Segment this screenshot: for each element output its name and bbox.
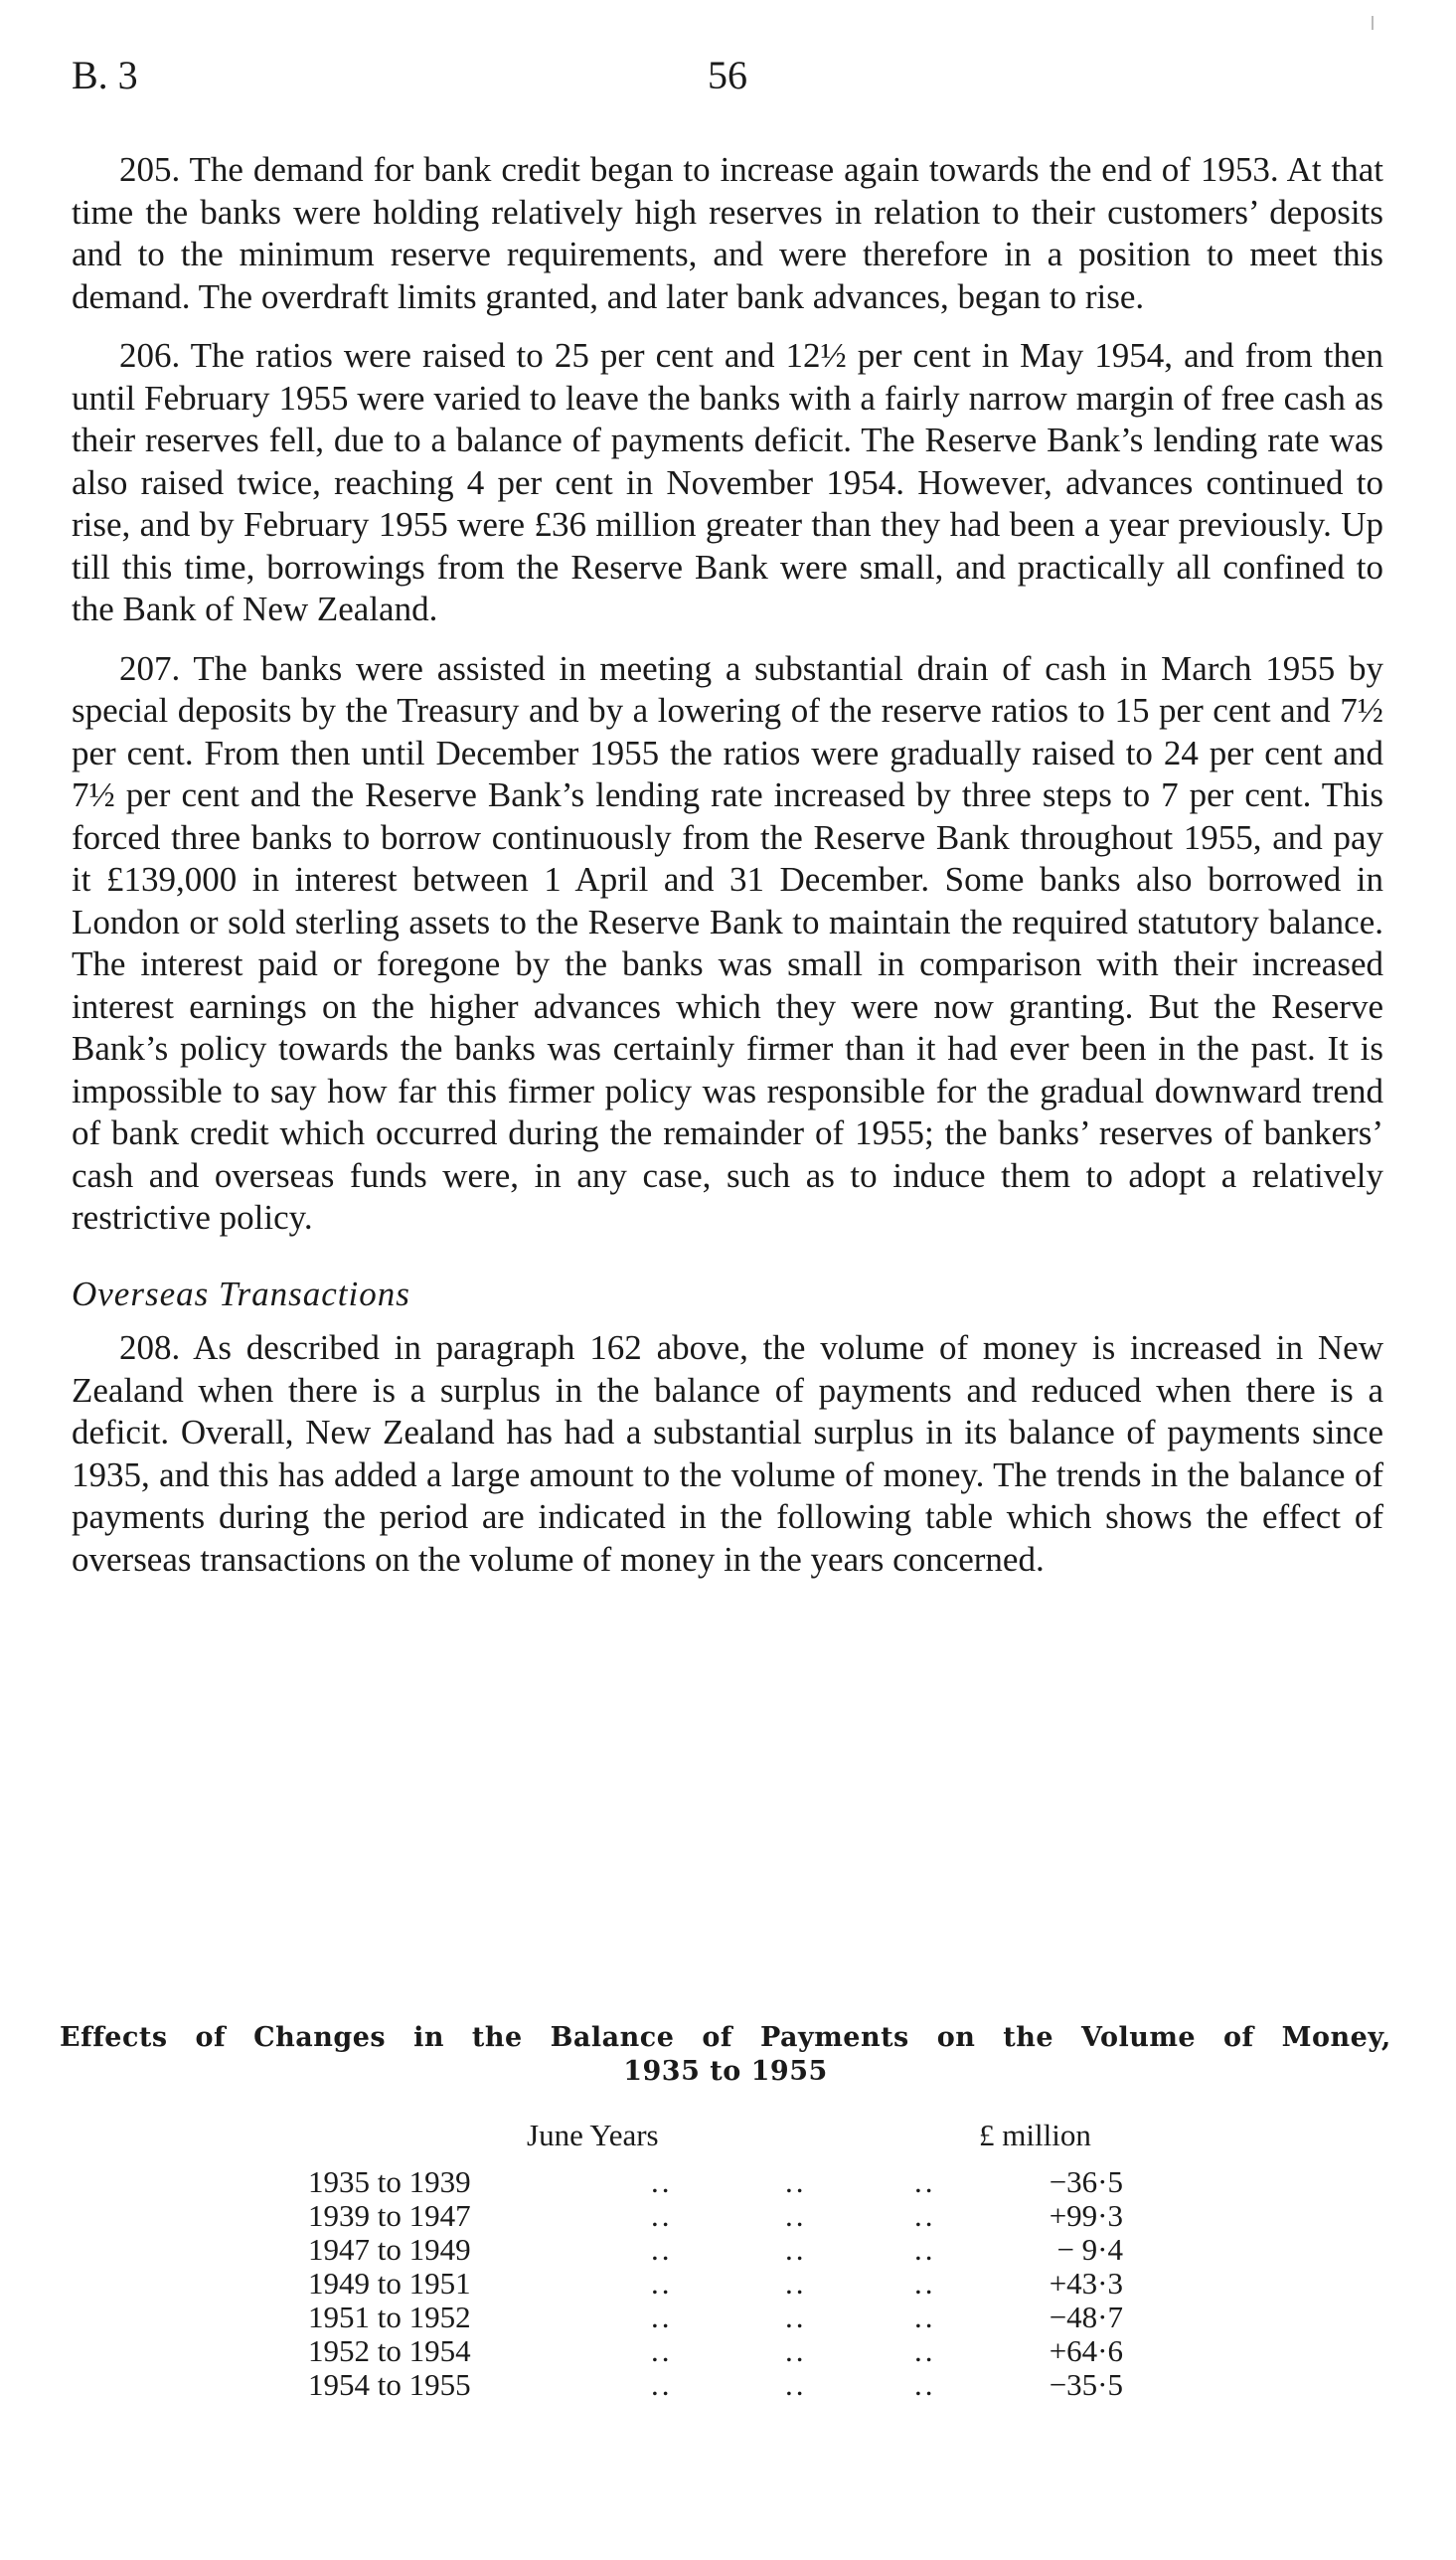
leader-dots: .. [651, 2300, 673, 2334]
margin-mark [1372, 16, 1374, 30]
running-head [72, 52, 1383, 111]
row-period: 1949 to 1951 [308, 2266, 471, 2301]
table-row [0, 2266, 1456, 2300]
paragraph-205: 205. The demand for bank credit began to increase again towards the end of 1953. At that time the banks were holding relatively high reserves in relation to their customers’ deposits and to the minimum reserve requirements, and were therefore in a position to meet this demand. The overdraft limits granted, and later bank advances, began to rise. [72, 150, 1383, 316]
paragraph-208: 208. As described in paragraph 162 above, the volume of money is increased in New Zealand when there is a surplus in the balance of payments and reduced when there is a deficit. Overall, New Zealand has had a substantial surplus in its balance of payments since 1935, and this has added a large amount to the volume of money. The trends in the balance of payments during the period are indicated in the following table which shows the effect of overseas transactions on the volume of money in the years concerned. [72, 1328, 1383, 1579]
leader-dots: .. [914, 2367, 936, 2402]
table-row [0, 2333, 1456, 2367]
table-title-word: Changes [253, 2022, 387, 2053]
table-title-word: the [471, 2022, 523, 2053]
page-number: 56 [708, 53, 747, 97]
table-title-line-1 [60, 2021, 1391, 2055]
leader-dots: .. [914, 2232, 936, 2267]
table-title-word: the [1003, 2022, 1054, 2053]
row-value: +64·6 [1049, 2333, 1123, 2368]
table-header [0, 2118, 1456, 2157]
leader-dots: .. [914, 2266, 936, 2301]
row-value: +99·3 [1049, 2198, 1123, 2233]
paragraph-206: 206. The ratios were raised to 25 per cent and 12½ per cent in May 1954, and from then until February 1955 were varied to leave the banks with a fairly narrow margin of free cash as their reserves fell, due to a balance of payments deficit. The Reserve Bank’s lending rate was also raised twice, reaching 4 per cent in November 1954. However, advances continued to rise, and by February 1955 were £36 million greater than they had been a year previously. Up till this time, borrowings from the Reserve Bank were small, and practically all confined to the Bank of New Zealand. [72, 336, 1383, 628]
row-period: 1951 to 1952 [308, 2300, 471, 2334]
table-title-word: in [413, 2022, 444, 2053]
table-title-word: of [1223, 2022, 1254, 2053]
leader-dots: .. [785, 2232, 807, 2267]
row-period: 1952 to 1954 [308, 2333, 471, 2368]
column-header-period: June Years [527, 2118, 659, 2152]
leader-dots: .. [651, 2164, 673, 2199]
body-text [72, 149, 1383, 1598]
table-row [0, 2198, 1456, 2232]
row-value: −48·7 [1049, 2300, 1123, 2334]
leader-dots: .. [785, 2300, 807, 2334]
table-title [60, 2021, 1391, 2089]
leader-dots: .. [651, 2367, 673, 2402]
leader-dots: .. [914, 2333, 936, 2368]
table-title-word: of [702, 2022, 732, 2053]
leader-dots: .. [785, 2333, 807, 2368]
row-value: −36·5 [1049, 2164, 1123, 2199]
table-title-word: of [195, 2022, 227, 2053]
table-title-word: Payments [759, 2022, 909, 2053]
section-heading: Overseas Transactions [72, 1274, 410, 1313]
leader-dots: .. [785, 2367, 807, 2402]
table-row [0, 2367, 1456, 2401]
table-title-line-2: 1935 to 1955 [623, 2056, 828, 2087]
leader-dots: .. [914, 2198, 936, 2233]
table-row [0, 2164, 1456, 2198]
paragraph-207: 207. The banks were assisted in meeting a substantial drain of cash in March 1955 by special deposits by the Treasury and by a lowering of the reserve ratios to 15 per cent and 7½ per cent. From then until December 1955 the ratios were gradually raised to 24 per cent and 7½ per cent and the Reserve Bank’s lending rate increased by three steps to 7 per cent. This forced three banks to borrow continuously from the Reserve Bank throughout 1955, and pay it £139,000 in interest between 1 April and 31 December. Some banks also borrowed in London or sold sterling assets to the Reserve Bank to maintain the required statutory balance. The interest paid or foregone by the banks was small in comparison with their increased interest earnings on the higher advances which they were now granting. But the Reserve Bank’s policy towards the banks was certainly firmer than it had ever been in the past. It is impossible to say how far this firmer policy was responsible for the gradual downward trend of bank credit which occurred during the remainder of 1955; the banks’ reserves of bankers’ cash and overseas funds were, in any case, such as to induce them to adopt a relatively restrictive policy. [72, 648, 1383, 1237]
row-period: 1947 to 1949 [308, 2232, 471, 2267]
leader-dots: .. [914, 2164, 936, 2199]
row-period: 1935 to 1939 [308, 2164, 471, 2199]
table-title-word: Money, [1281, 2022, 1391, 2053]
row-value: − 9·4 [1056, 2232, 1123, 2267]
table-title-word: Effects [60, 2022, 168, 2053]
row-value: −35·5 [1049, 2367, 1123, 2402]
leader-dots: .. [651, 2198, 673, 2233]
document-reference: B. 3 [72, 53, 138, 97]
table-row [0, 2300, 1456, 2333]
row-period: 1954 to 1955 [308, 2367, 471, 2402]
table-title-word: Volume [1080, 2022, 1197, 2053]
row-value: +43·3 [1049, 2266, 1123, 2301]
leader-dots: .. [651, 2266, 673, 2301]
table-title-word: Balance [550, 2022, 675, 2053]
row-period: 1939 to 1947 [308, 2198, 471, 2233]
leader-dots: .. [785, 2164, 807, 2199]
leader-dots: .. [914, 2300, 936, 2334]
table-title-word: on [936, 2022, 976, 2053]
leader-dots: .. [651, 2232, 673, 2267]
table-row [0, 2232, 1456, 2266]
column-header-value: £ million [979, 2118, 1091, 2152]
leader-dots: .. [785, 2266, 807, 2301]
leader-dots: .. [785, 2198, 807, 2233]
leader-dots: .. [651, 2333, 673, 2368]
